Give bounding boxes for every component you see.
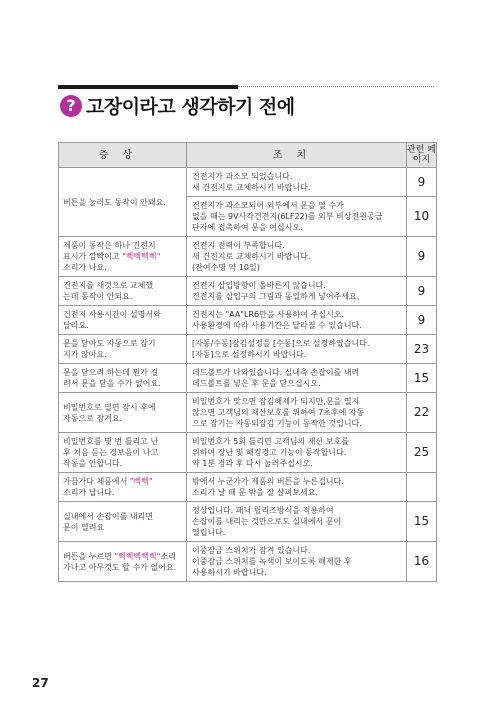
page-ref-cell: 23 bbox=[407, 335, 437, 364]
text-segment: 밖에서 누군가가 제품의 버튼을 누른겁니다. 소리가 날 때 문 밖을 잘 살펴보세요. bbox=[192, 477, 344, 497]
text-segment: 비밀번호가 5회 틀리면 고객님의 재산 보호를 위하여 장난 및 해킹경고 기능이 동작합니다. 약 1분 경과 후 다시 눌러주십시오. bbox=[192, 437, 349, 468]
action-cell bbox=[187, 306, 407, 335]
text-segment: 문을 닫으려 하는데 뭔가 걸 려서 문을 닫을 수가 없어요. bbox=[63, 368, 161, 388]
section-title: 고장이라고 생각하기 전에 bbox=[86, 96, 295, 118]
table-body bbox=[59, 168, 437, 582]
header-symptom: 증상 bbox=[59, 143, 187, 168]
text-segment: 건전지 삽입방향이 올바른지 않습니다. 건전지를 삽입구의 그림과 동일하게 넣어주세요. bbox=[192, 281, 360, 301]
action-cell bbox=[187, 473, 407, 502]
symptom-cell bbox=[59, 168, 187, 237]
text-segment: 건전지 전력이 부족합니다. 새 건전지로 교체하시기 바랍니다. (잔여수명 약 10일) bbox=[192, 241, 311, 272]
text-segment: 이중잠금 스위치가 잠겨 있습니다. 이중잠금 스위치를 녹색이 보이도록 해제한 후 사용하시기 바랍니다. bbox=[192, 546, 352, 577]
page-ref-cell: 15 bbox=[407, 502, 437, 542]
action-cell bbox=[187, 197, 407, 237]
symptom-cell bbox=[59, 237, 187, 277]
text-segment: 건전지를 새것으로 교체했 는데 동작이 안되요. bbox=[63, 281, 154, 301]
symptom-cell bbox=[59, 433, 187, 473]
symptom-cell bbox=[59, 277, 187, 306]
action-cell bbox=[187, 364, 407, 393]
text-segment: 실내에서 손잡이를 내리면 문이 열려요 bbox=[63, 511, 154, 532]
text-segment: 비밀번호로 열면 잠시 후에 자동으로 잠겨요. bbox=[63, 402, 156, 423]
page-ref-cell: 9 bbox=[407, 237, 437, 277]
table-row bbox=[59, 542, 437, 582]
page-ref-cell: 15 bbox=[407, 364, 437, 393]
table-row bbox=[59, 393, 437, 433]
header-action: 조치 bbox=[187, 143, 407, 168]
table-row bbox=[59, 168, 437, 197]
text-segment: 비밀번호를 몇 번 틀리고 난 후 처음 듣는 경보음이 나고 작동을 안합니다. bbox=[63, 437, 159, 468]
table-row bbox=[59, 364, 437, 393]
page-ref-cell: 9 bbox=[407, 277, 437, 306]
text-segment: 건전지 사용시간이 설명서와 달라요. bbox=[63, 310, 161, 330]
action-cell bbox=[187, 393, 407, 433]
troubleshooting-table bbox=[58, 142, 437, 582]
text-segment: 문을 닫아도 자동으로 잠기 지가 않아요. bbox=[63, 339, 156, 359]
text-segment: 소리가 나요. bbox=[63, 263, 107, 272]
page-number: 27 bbox=[32, 676, 49, 690]
text-segment: 버튼을 눌러도 동작이 안돼요. bbox=[63, 197, 166, 207]
page-ref-cell bbox=[407, 473, 437, 502]
symptom-cell bbox=[59, 306, 187, 335]
question-mark-icon: ? bbox=[60, 95, 82, 117]
action-cell bbox=[187, 502, 407, 542]
table-row bbox=[59, 502, 437, 542]
symptom-cell bbox=[59, 473, 187, 502]
action-cell bbox=[187, 237, 407, 277]
text-segment: 가끔가다 제품에서 bbox=[63, 477, 130, 486]
text-segment: 건전지가 과소모되어 외부에서 문을 열 수가 없을 때는 9V사각건전지(6LF22)를 외부 비상전원공급 단자에 접촉하여 문을 여십시오. bbox=[192, 201, 383, 232]
text-segment: 건전지가 과소모 되었습니다. 새 건전지로 교체하시기 바랍니다. bbox=[192, 172, 311, 192]
text-segment: 버튼을 누르면 bbox=[63, 551, 115, 561]
table-row bbox=[59, 473, 437, 502]
text-segment: 정상입니다. 패닉 릴리즈방식을 적용하여 손잡이를 내리는 것만으로도 실내에서 문이 열립니다. bbox=[192, 506, 342, 537]
table-row bbox=[59, 335, 437, 364]
section-heading bbox=[60, 92, 295, 119]
table-row bbox=[59, 237, 437, 277]
action-cell bbox=[187, 168, 407, 197]
symptom-cell bbox=[59, 502, 187, 542]
text-segment: [자동/수동]잠김설정을 [수동]으로 설정하였습니다. [자동]으로 설정하시기 바랍니다. bbox=[192, 339, 370, 359]
page-ref-cell: 16 bbox=[407, 542, 437, 582]
action-cell bbox=[187, 433, 407, 473]
page-ref-cell: 10 bbox=[407, 197, 437, 237]
text-segment: 데드볼트가 나와있습니다. 실내측 손잡이를 내려 데드볼트를 넣은 후 문을 닫으십시오. bbox=[192, 368, 360, 388]
text-segment: 건전지는 "AA"LR6만을 사용하여 주십시오. 사용환경에 따라 사용기간은 달라질 수 있습니다. bbox=[192, 310, 362, 330]
table-row bbox=[59, 433, 437, 473]
text-segment: 소리가 납니다. bbox=[63, 488, 115, 497]
action-cell bbox=[187, 542, 407, 582]
highlight-text: "삑삑" bbox=[129, 477, 153, 486]
action-cell bbox=[187, 277, 407, 306]
table-row bbox=[59, 306, 437, 335]
highlight-text: "삑삑삑삑삑" bbox=[114, 551, 161, 561]
text-segment: 제품이 동작은 하나 건전지 표시가 깜빡이고 bbox=[63, 241, 156, 261]
highlight-text: "삑삑삑삑" bbox=[122, 252, 161, 261]
page-ref-cell: 22 bbox=[407, 393, 437, 433]
symptom-cell bbox=[59, 542, 187, 582]
action-cell bbox=[187, 335, 407, 364]
header-page: 관련 페이지 bbox=[407, 143, 437, 168]
page-ref-cell: 25 bbox=[407, 433, 437, 473]
symptom-cell bbox=[59, 364, 187, 393]
table-header-row bbox=[59, 143, 437, 168]
symptom-cell bbox=[59, 393, 187, 433]
text-segment: 소리 가나고 아무것도 할 수가 없어요. bbox=[63, 551, 177, 572]
table-row bbox=[59, 277, 437, 306]
section-dotted-rule bbox=[238, 86, 434, 87]
page-ref-cell: 9 bbox=[407, 168, 437, 197]
text-segment: 비밀번호가 맞으면 잠김해제가 되지만,문을 열지 않으면 고객님의 재산보호를 위하여 7초후에 자동 으로 잠기는 자동되잠김 기능이 동작한 것입니다. bbox=[192, 397, 365, 428]
page-ref-cell: 9 bbox=[407, 306, 437, 335]
section-top-rule bbox=[58, 85, 238, 89]
symptom-cell bbox=[59, 335, 187, 364]
